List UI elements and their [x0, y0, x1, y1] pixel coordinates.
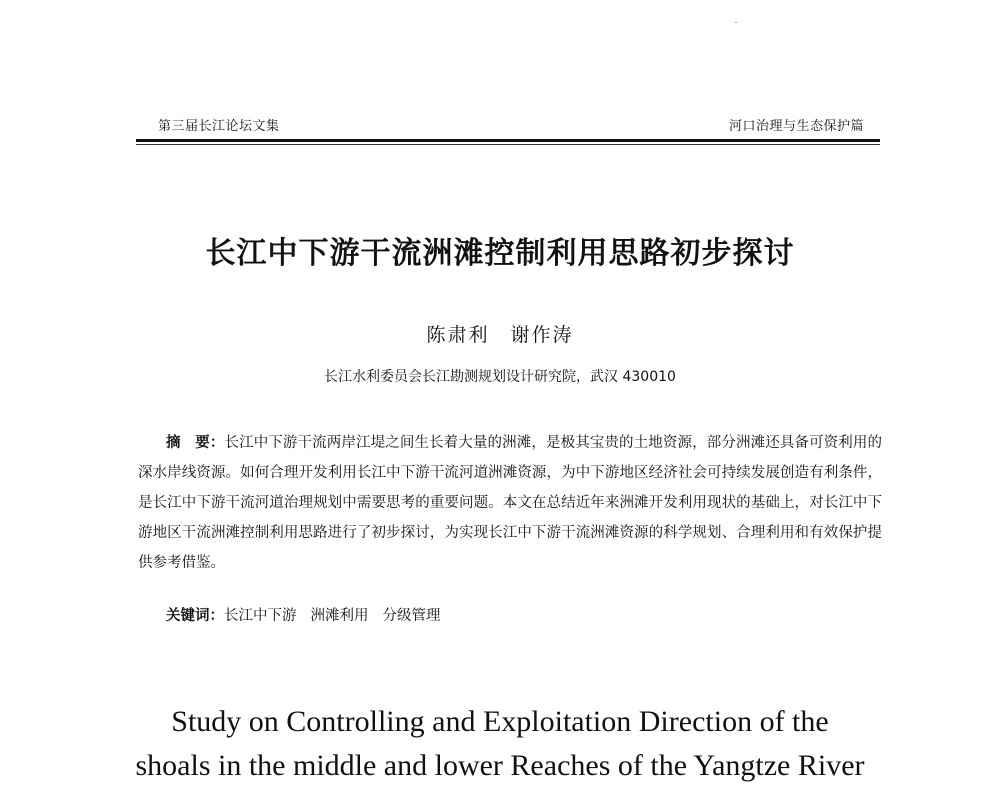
authors: 陈肃利 谢作涛 [426, 324, 574, 346]
keyword: 洲滩利用 [310, 608, 369, 624]
scan-speck [735, 22, 737, 23]
header-rule-thin [136, 144, 880, 145]
keyword: 分级管理 [382, 608, 441, 624]
keyword: 长江中下游 [224, 608, 297, 624]
keywords-label: 关键词： [166, 608, 224, 624]
header-right: 河口治理与生态保护篇 [728, 119, 864, 134]
english-title [0, 700, 1000, 788]
english-title-line-2: shoals in the middle and lower Reaches of the Yangtze River [135, 749, 865, 782]
english-title-line-1: Study on Controlling and Exploitation Direction of the [171, 705, 829, 738]
paper-title: 长江中下游干流洲滩控制利用思路初步探讨 [205, 236, 795, 271]
header-rule-thick [136, 139, 880, 142]
abstract-text: 长江中下游干流两岸江堤之间生长着大量的洲滩，是极其宝贵的土地资源，部分洲滩还具备可资利用的深水岸线资源。如何合理开发利用长江中下游干流河道洲滩资源，为中下游地区经济社会可持续发展创造有利条件，是长江中下游干流河道治理规划中需要思考的重要问题。本文在总结近年来洲滩开发利用现状的基础上，对长江中下游地区干流洲滩控制利用思路进行了初步探讨，为实现长江中下游干流洲滩资源的科学规划、合理利用和有效保护提供参考借鉴。 [138, 435, 883, 571]
affiliation: 长江水利委员会长江勘测规划设计研究院，武汉 430010 [324, 369, 676, 385]
header-left: 第三届长江论坛文集 [158, 119, 280, 134]
keywords [166, 604, 882, 625]
abstract [138, 428, 882, 578]
running-header [136, 112, 880, 138]
abstract-label: 摘 要： [166, 435, 225, 451]
